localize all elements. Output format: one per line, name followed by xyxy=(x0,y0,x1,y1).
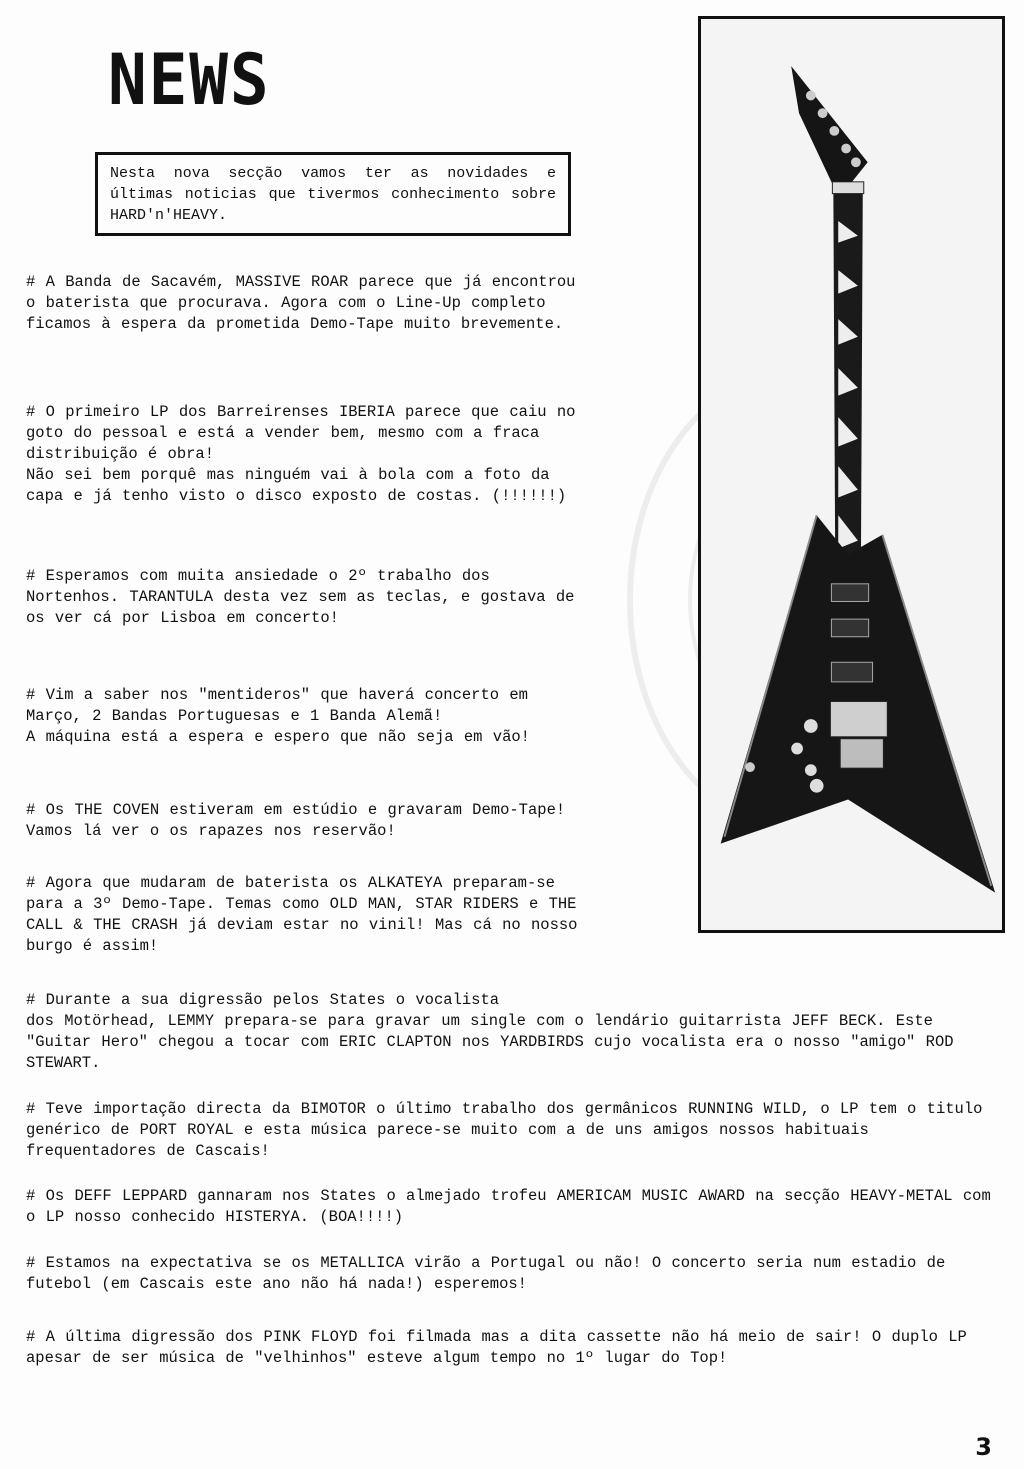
news-item: # Agora que mudaram de baterista os ALKATEYA preparam-se para a 3º Demo-Tape. Temas como OLD MAN, STAR RIDERS e THE CALL & THE CRASH já deviam estar no vinil! Mas cá no nosso burgo é assim! xyxy=(26,874,588,955)
news-item: # Esperamos com muita ansiedade o 2º trabalho dos Nortenhos. TARANTULA desta vez sem as teclas, e gostava de os ver cá por Lisboa em concerto! xyxy=(26,567,585,627)
news-item: # A Banda de Sacavém, MASSIVE ROAR parece que já encontrou o baterista que procurava. Agora com o Line-Up completo ficamos à espera da prometida Demo-Tape muito brevemente. xyxy=(26,273,586,333)
news-item: # Os DEFF LEPPARD gannaram nos States o almejado trofeu AMERICAM MUSIC AWARD na secção HEAVY-METAL com o LP nosso conhecido HISTERYA. (BOA!!!!) xyxy=(26,1187,1002,1226)
section-title: NEWS xyxy=(108,39,271,121)
intro-box: Nesta nova secção vamos ter as novidades e últimas noticias que tivermos conhecimento sobre HARD'n'HEAVY. xyxy=(95,152,571,236)
v-guitar-icon xyxy=(701,19,1002,930)
news-item: # Teve importação directa da BIMOTOR o último trabalho dos germânicos RUNNING WILD, o LP tem o titulo genérico de PORT ROYAL e esta música parece-se muito com a de uns amigos nossos habituais frequentadores de Cascais! xyxy=(26,1100,993,1160)
guitar-photo xyxy=(698,16,1005,933)
news-item: # Os THE COVEN estiveram em estúdio e gravaram Demo-Tape! Vamos lá ver o os rapazes nos reservão! xyxy=(26,801,576,840)
page-number: 3 xyxy=(975,1433,992,1461)
news-item: # A última digressão dos PINK FLOYD foi filmada mas a dita cassette não há meio de sair! O duplo LP apesar de ser música de "velhinhos" esteve algum tempo no 1º lugar do Top! xyxy=(26,1328,978,1367)
news-item: # Durante a sua digressão pelos States o vocalista dos Motörhead, LEMMY prepara-se para gravar um single com o lendário guitarrista JEFF BECK. Este "Guitar Hero" chegou a tocar com ERIC CLAPTON nos YARDBIRDS cujo vocalista era o nosso "amigo" ROD STEWART. xyxy=(26,991,954,1072)
news-item: # O primeiro LP dos Barreirenses IBERIA parece que caiu no goto do pessoal e está a vender bem, mesmo com a fraca distribuição é obra! Não sei bem porquê mas ninguém vai à bola com a foto da capa e já tenho visto o disco exposto de costas. (!!!!!!) xyxy=(26,403,576,505)
news-item: # Vim a saber nos "mentideros" que haverá concerto em Março, 2 Bandas Portuguesas e 1 Banda Alemã! A máquina está a espera e espero que não seja em vão! xyxy=(26,686,530,746)
news-item: # Estamos na expectativa se os METALLICA virão a Portugal ou não! O concerto seria num estadio de futebol (em Cascais este ano não há nada!) esperemos! xyxy=(26,1254,956,1293)
